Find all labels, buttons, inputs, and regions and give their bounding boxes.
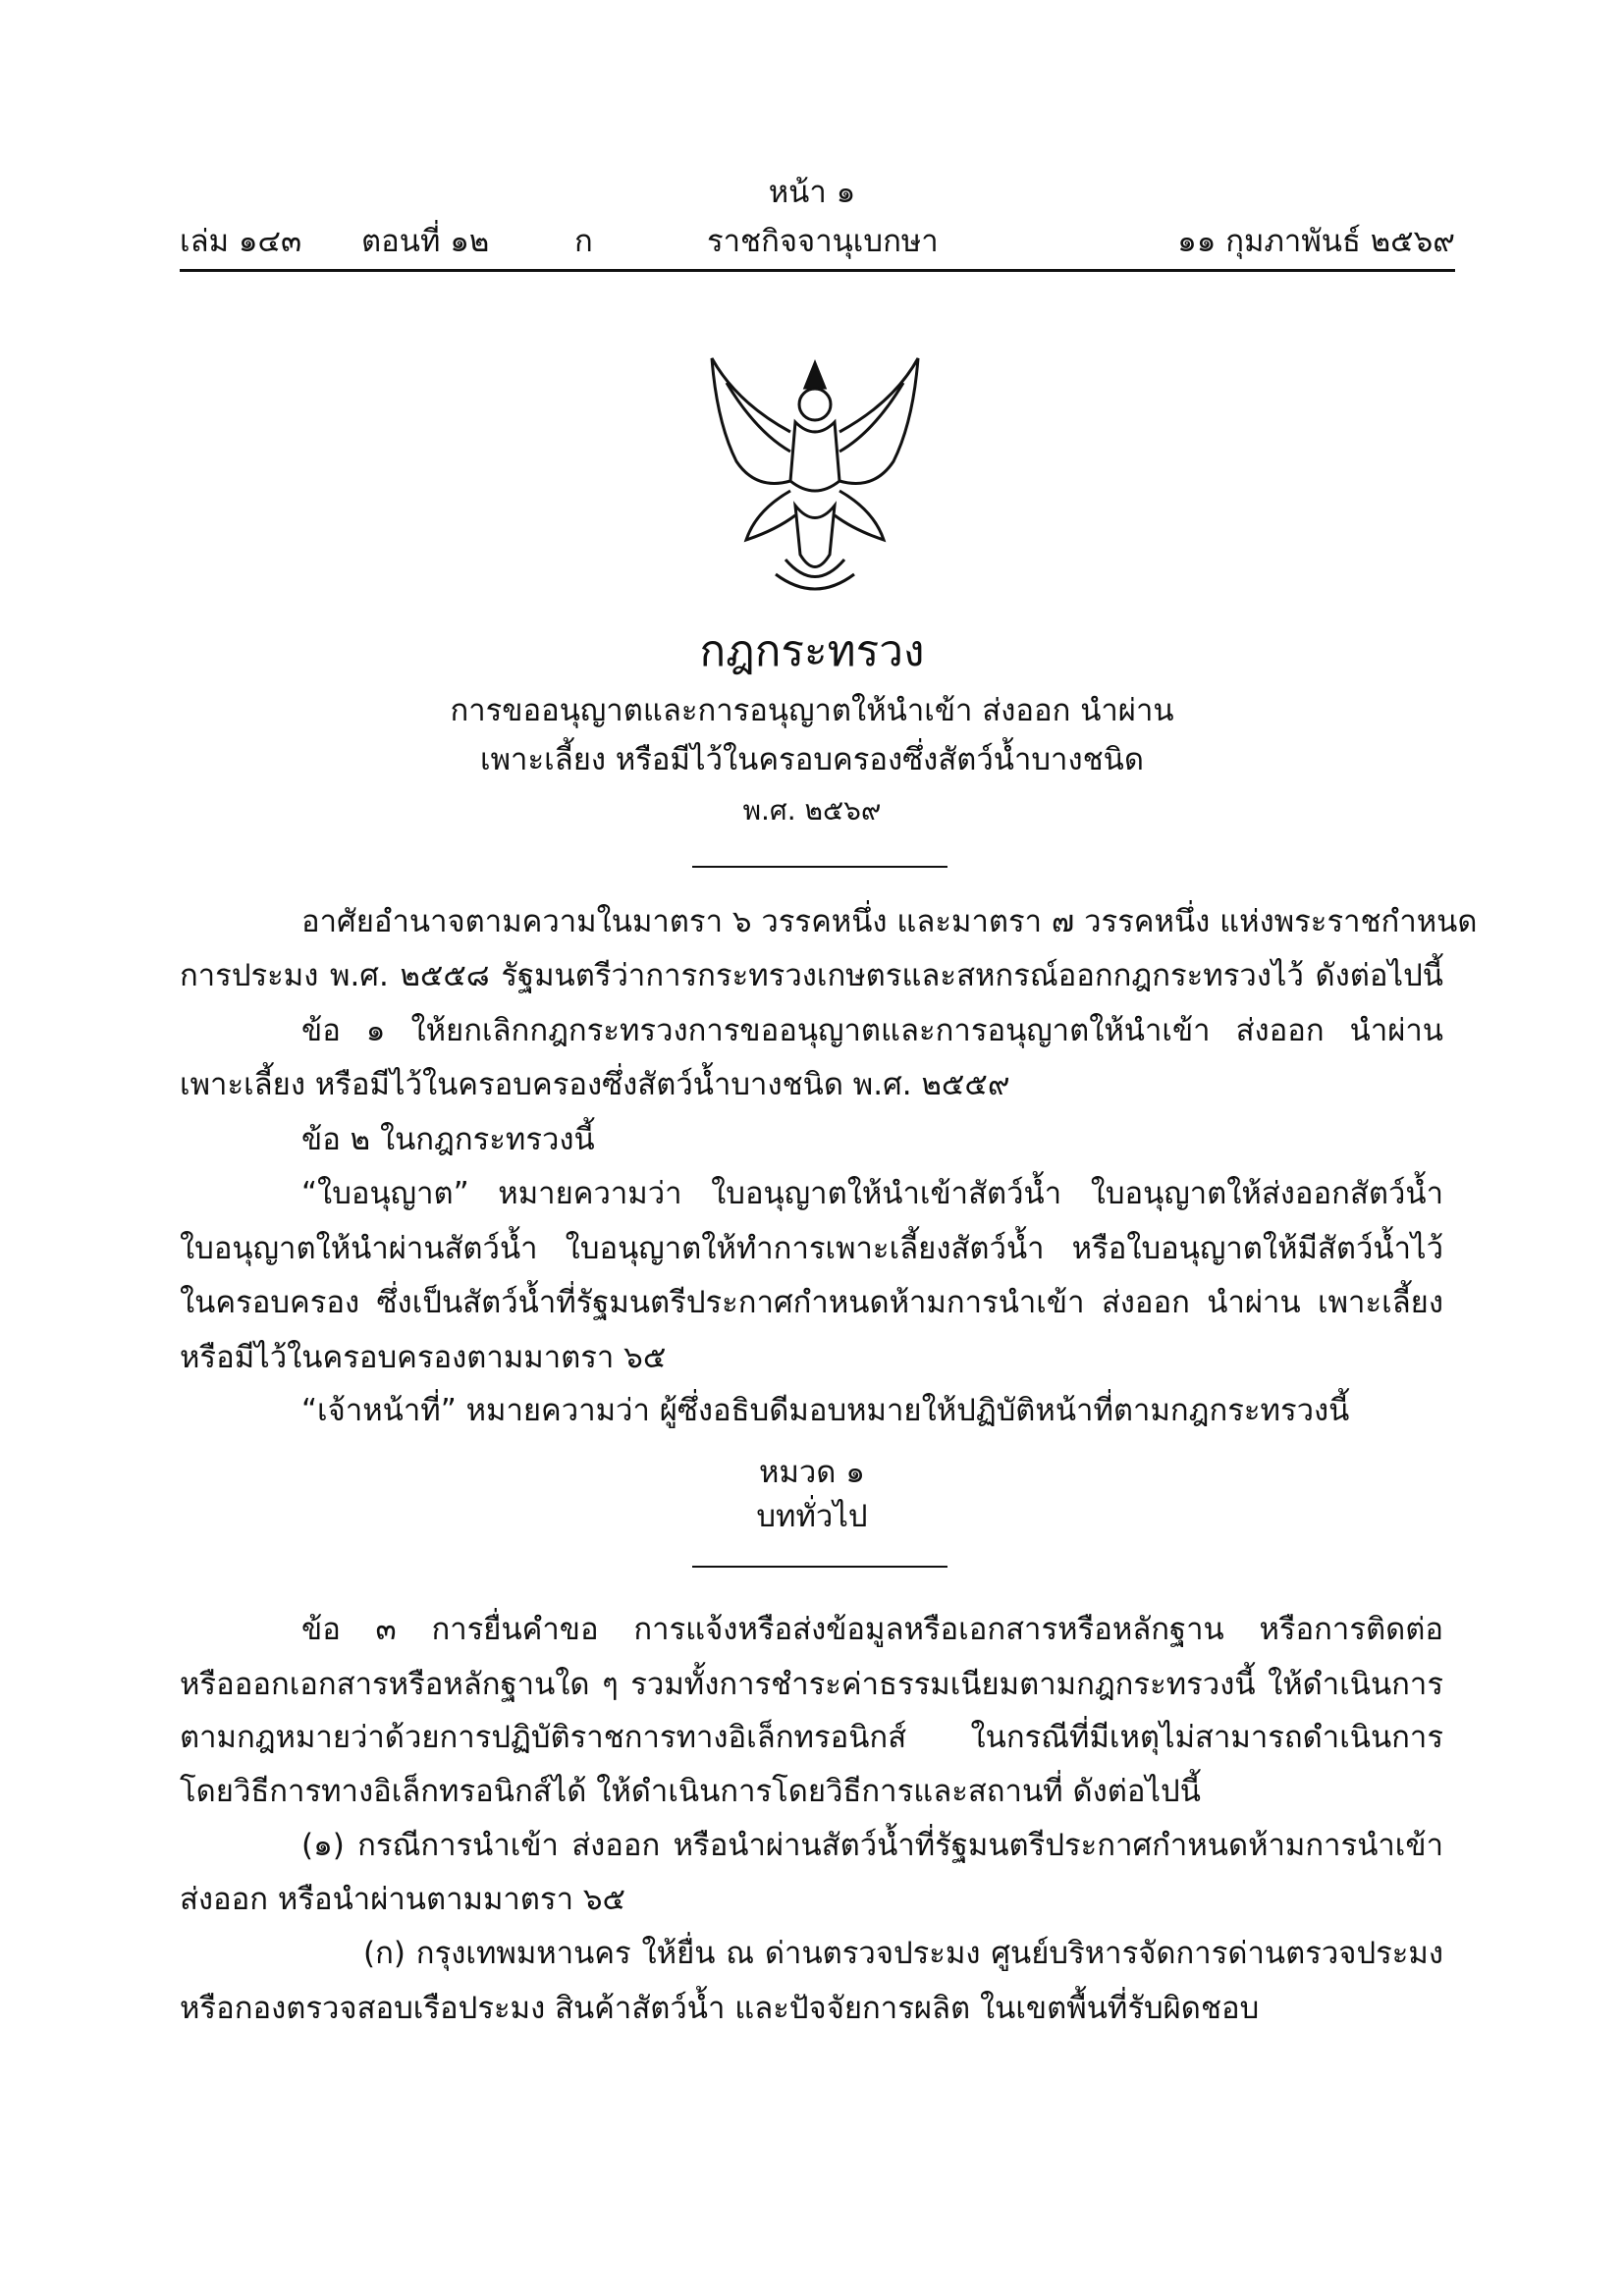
title-rule [692, 866, 947, 868]
body-line: (๑) กรณีการนำเข้า ส่งออก หรือนำผ่านสัตว์น้ำที่รัฐมนตรีประกาศกำหนดห้ามการนำเข้า [301, 1828, 1443, 1863]
document-title: กฎกระทรวง [699, 626, 925, 676]
body-line: เพาะเลี้ยง หรือมีไว้ในครอบครองซึ่งสัตว์น้ำบางชนิด พ.ศ. ๒๕๕๙ [180, 1067, 1010, 1102]
body-line: หรือออกเอกสารหรือหลักฐานใด ๆ รวมทั้งการชำระค่าธรรมเนียมตามกฎกระทรวงนี้ ให้ดำเนินการ [180, 1667, 1443, 1702]
body-line: อาศัยอำนาจตามความในมาตรา ๖ วรรคหนึ่ง และมาตรา ๗ วรรคหนึ่ง แห่งพระราชกำหนด [301, 904, 1478, 939]
header-rule [180, 269, 1455, 272]
title-line-2: เพาะเลี้ยง หรือมีไว้ในครอบครองซึ่งสัตว์น้ำบางชนิด [480, 742, 1144, 777]
body-line: “เจ้าหน้าที่” หมายความว่า ผู้ซึ่งอธิบดีมอบหมายให้ปฏิบัติหน้าที่ตามกฎกระทรวงนี้ [301, 1393, 1350, 1428]
chapter-rule [692, 1566, 947, 1568]
volume: เล่ม ๑๔๓ [180, 224, 302, 259]
body-line: ข้อ ๑ ให้ยกเลิกกฎกระทรวงการขออนุญาตและการอนุญาตให้นำเข้า ส่งออก นำผ่าน [301, 1013, 1443, 1048]
body-line: การประมง พ.ศ. ๒๕๕๘ รัฐมนตรีว่าการกระทรวงเกษตรและสหกรณ์ออกกฎกระทรวงไว้ ดังต่อไปนี้ [180, 958, 1443, 993]
gazette-name: ราชกิจจานุเบกษา [707, 224, 939, 259]
page-number: หน้า ๑ [768, 175, 856, 210]
body-line: (ก) กรุงเทพมหานคร ให้ยื่น ณ ด่านตรวจประมง ศูนย์บริหารจัดการด่านตรวจประมง [363, 1936, 1443, 1971]
body-line: ส่งออก หรือนำผ่านตามมาตรา ๖๕ [180, 1882, 625, 1917]
chapter-number: หมวด ๑ [759, 1455, 865, 1490]
garuda-emblem-icon [697, 344, 933, 599]
body-line: โดยวิธีการทางอิเล็กทรอนิกส์ได้ ให้ดำเนินการโดยวิธีการและสถานที่ ดังต่อไปนี้ [180, 1774, 1201, 1809]
title-year: พ.ศ. ๒๕๖๙ [742, 794, 882, 827]
body-line: ในครอบครอง ซึ่งเป็นสัตว์น้ำที่รัฐมนตรีประกาศกำหนดห้ามการนำเข้า ส่งออก นำผ่าน เพาะเลี้ยง [180, 1285, 1443, 1320]
title-line-1: การขออนุญาตและการอนุญาตให้นำเข้า ส่งออก นำผ่าน [450, 693, 1174, 728]
body-line: ใบอนุญาตให้นำผ่านสัตว์น้ำ ใบอนุญาตให้ทำการเพาะเลี้ยงสัตว์น้ำ หรือใบอนุญาตให้มีสัตว์น้ำไว้ [180, 1231, 1443, 1266]
date: ๑๑ กุมภาพันธ์ ๒๕๖๙ [1177, 224, 1455, 259]
chapter-name: บททั่วไป [756, 1499, 868, 1534]
body-line: ข้อ ๒ ในกฎกระทรวงนี้ [301, 1122, 595, 1157]
body-line: “ใบอนุญาต” หมายความว่า ใบอนุญาตให้นำเข้าสัตว์น้ำ ใบอนุญาตให้ส่งออกสัตว์น้ำ [301, 1176, 1443, 1211]
body-line: หรือกองตรวจสอบเรือประมง สินค้าสัตว์น้ำ และปัจจัยการผลิต ในเขตพื้นที่รับผิดชอบ [180, 1991, 1260, 2026]
body-line: หรือมีไว้ในครอบครองตามมาตรา ๖๕ [180, 1340, 667, 1375]
section: ก [574, 224, 593, 259]
body-line: ตามกฎหมายว่าด้วยการปฏิบัติราชการทางอิเล็กทรอนิกส์ ในกรณีที่มีเหตุไม่สามารถดำเนินการ [180, 1720, 1443, 1755]
issue: ตอนที่ ๑๒ [361, 224, 490, 259]
body-line: ข้อ ๓ การยื่นคำขอ การแจ้งหรือส่งข้อมูลหรือเอกสารหรือหลักฐาน หรือการติดต่อ [301, 1612, 1443, 1647]
